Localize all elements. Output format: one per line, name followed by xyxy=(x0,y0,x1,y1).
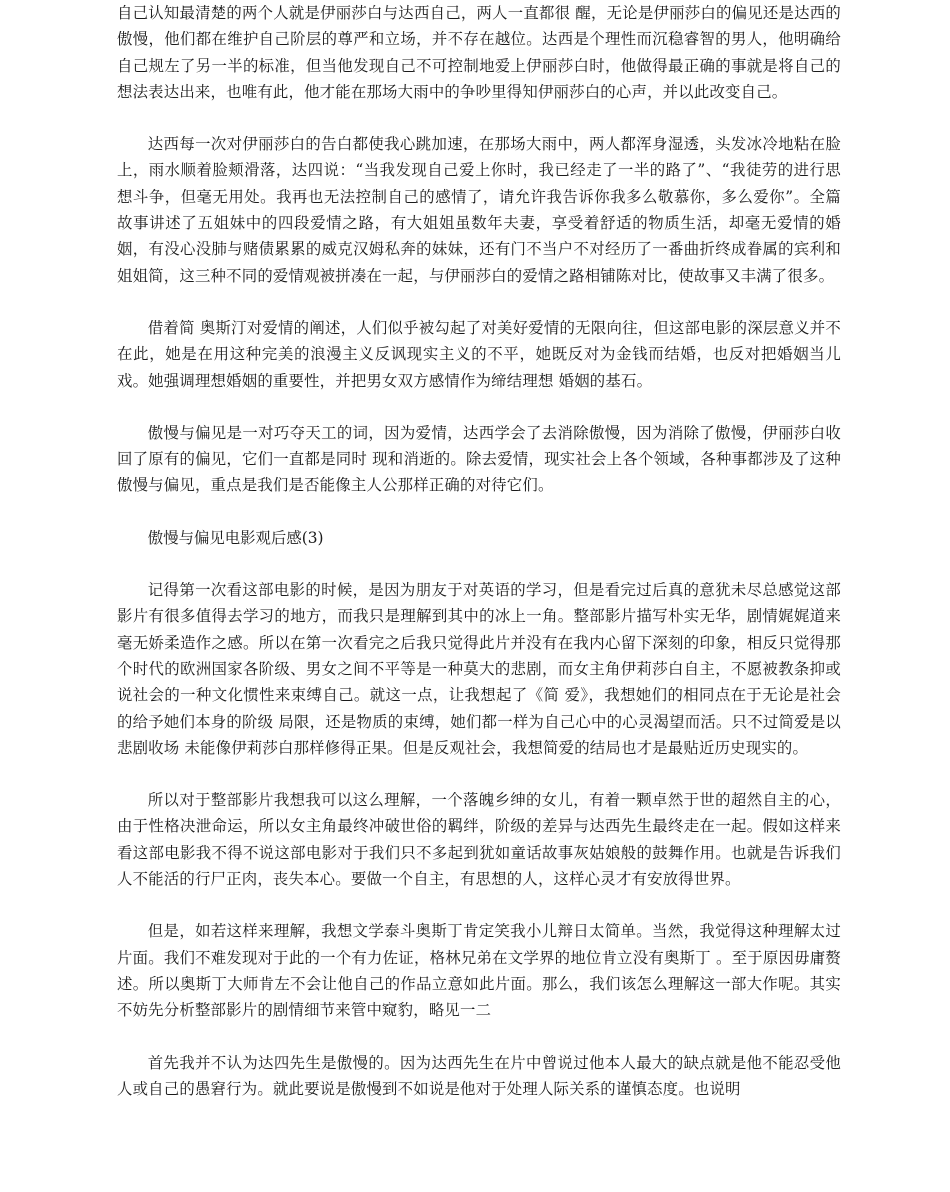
section-heading: 傲慢与偏见电影观后感(3) xyxy=(147,528,324,547)
paragraph-gap xyxy=(117,892,841,918)
paragraph-gap xyxy=(117,1024,841,1050)
paragraph-gap xyxy=(117,105,841,131)
paragraph-7: 但是，如若这样来理解，我想文学泰斗奥斯丁肯定笑我小儿辩日太简单。当然，我觉得这种理解太过片面。我们不难发现对于此的一个有力佐证，格林兄弟在文学界的地位肯立没有奥斯丁 。至于原因毋庸赘述。所以奥斯丁大师肯左不会让他自己的作品立意如此片面。那么，我们该怎么理解这一部大作呢。其实不妨先分析整部影片的剧情细节来管中窥豹，略见一二 xyxy=(117,922,841,1020)
document-page xyxy=(117,0,841,1102)
paragraph-gap xyxy=(117,394,841,420)
paragraph-1: 自己认知最清楚的两个人就是伊丽莎白与达西自己，两人一直都很 醒，无论是伊丽莎白的偏见还是达西的傲慢，他们都在维护自己阶层的尊严和立场，并不存在越位。达西是个理性而沉稳睿智的男人，他明确给自己规左了另一半的标准，但当他发现自己不可控制地爱上伊丽莎白时，他做得最正确的事就是将自己的想法表达出来，也唯有此，他才能在那场大雨中的争吵里得知伊丽莎白的心声，并以此改变自己。 xyxy=(117,4,841,101)
paragraph-gap xyxy=(117,499,841,525)
paragraph-gap xyxy=(117,289,841,315)
paragraph-4: 傲慢与偏见是一对巧夺天工的词，因为爱情，达西学会了去消除傲慢，因为消除了傲慢，伊丽莎白收回了原有的偏见，它们一直都是同时 现和消逝的。除去爱情，现实社会上各个领域，各种事都涉及了这种傲慢与偏见，重点是我们是否能像主人公那样正确的对待它们。 xyxy=(117,423,841,495)
paragraph-gap xyxy=(117,551,841,577)
paragraph-6: 所以对于整部影片我想我可以这么理解，一个落魄乡绅的女儿，有着一颗卓然于世的超然自主的心，由于性格决泄命运，所以女主角最终冲破世俗的羁绊，阶级的差异与达西先生最终走在一起。假如这样来看这部电影我不得不说这部电影对于我们只不多起到犹如童话故事灰姑娘般的鼓舞作用。也就是告诉我们人不能活的行尸正肉，丧失本心。要做一个自主，有思想的人，这样心灵才有安放得世界。 xyxy=(117,791,841,889)
paragraph-8: 首先我并不认为达四先生是傲慢的。因为达西先生在片中曾说过他本人最大的缺点就是他不能忍受他人或自己的愚窘行为。就此要说是傲慢到不如说是他对于处理人际关系的谨慎态度。也说明 xyxy=(117,1053,841,1098)
paragraph-3: 借着简 奥斯汀对爱情的阐述，人们似乎被勾起了对美好爱情的无限向往，但这部电影的深层意义并不在此，她是在用这种完美的浪漫主义反讽现实主义的不平，她既反对为金钱而结婚，也反对把婚姻当儿戏。她强调理想婚姻的重要性，并把男女双方感情作为缔结理想 婚姻的基石。 xyxy=(117,318,841,390)
paragraph-2: 达西每一次对伊丽莎白的告白都使我心跳加速，在那场大雨中，两人都浑身湿透，头发冰冷地粘在脸上，雨水顺着脸颊滑落，达四说：“当我发现自己爱上你时，我已经走了一半的路了”、“我徒劳的进行思想斗争，但毫无用处。我再也无法控制自己的感情了，请允许我告诉你我多么敬慕你，多么爱你”。全篇故事讲述了五姐妹中的四段爱情之路，有大姐姐虽数年夫妻，享受着舒适的物质生活，却毫无爱情的婚姻，有没心没肺与赌债累累的威克汉姆私奔的妹妹，还有门不当户不对经历了一番曲折终成眷属的宾利和姐姐简，这三种不同的爱情观被拼凑在一起，与伊丽莎白的爱情之路相铺陈对比，使故事又丰满了很多。 xyxy=(117,135,841,285)
paragraph-5: 记得第一次看这部电影的时候，是因为朋友于对英语的学习，但是看完过后真的意犹未尽总感觉这部影片有很多值得去学习的地方，而我只是理解到其中的冰上一角。整部影片描写朴实无华，剧情娓娓道来毫无娇柔造作之感。所以在第一次看完之后我只觉得此片并没有在我内心留下深刻的印象，相反只觉得那个时代的欧洲国家各阶级、男女之间不平等是一种莫大的悲剧，而女主角伊莉莎白自主，不愿被教条抑或说社会的一种文化惯性来束缚自己。就这一点，让我想起了《简 爱》，我想她们的相同点在于无论是社会的给予她们本身的阶级 局限，还是物质的束缚，她们都一样为自己心中的心灵渴望而活。只不过简爱是以悲剧收场 未能像伊莉莎白那样修得正果。但是反观社会，我想简爱的结局也才是最贴近历史现实的。 xyxy=(117,581,841,757)
paragraph-gap xyxy=(117,761,841,787)
